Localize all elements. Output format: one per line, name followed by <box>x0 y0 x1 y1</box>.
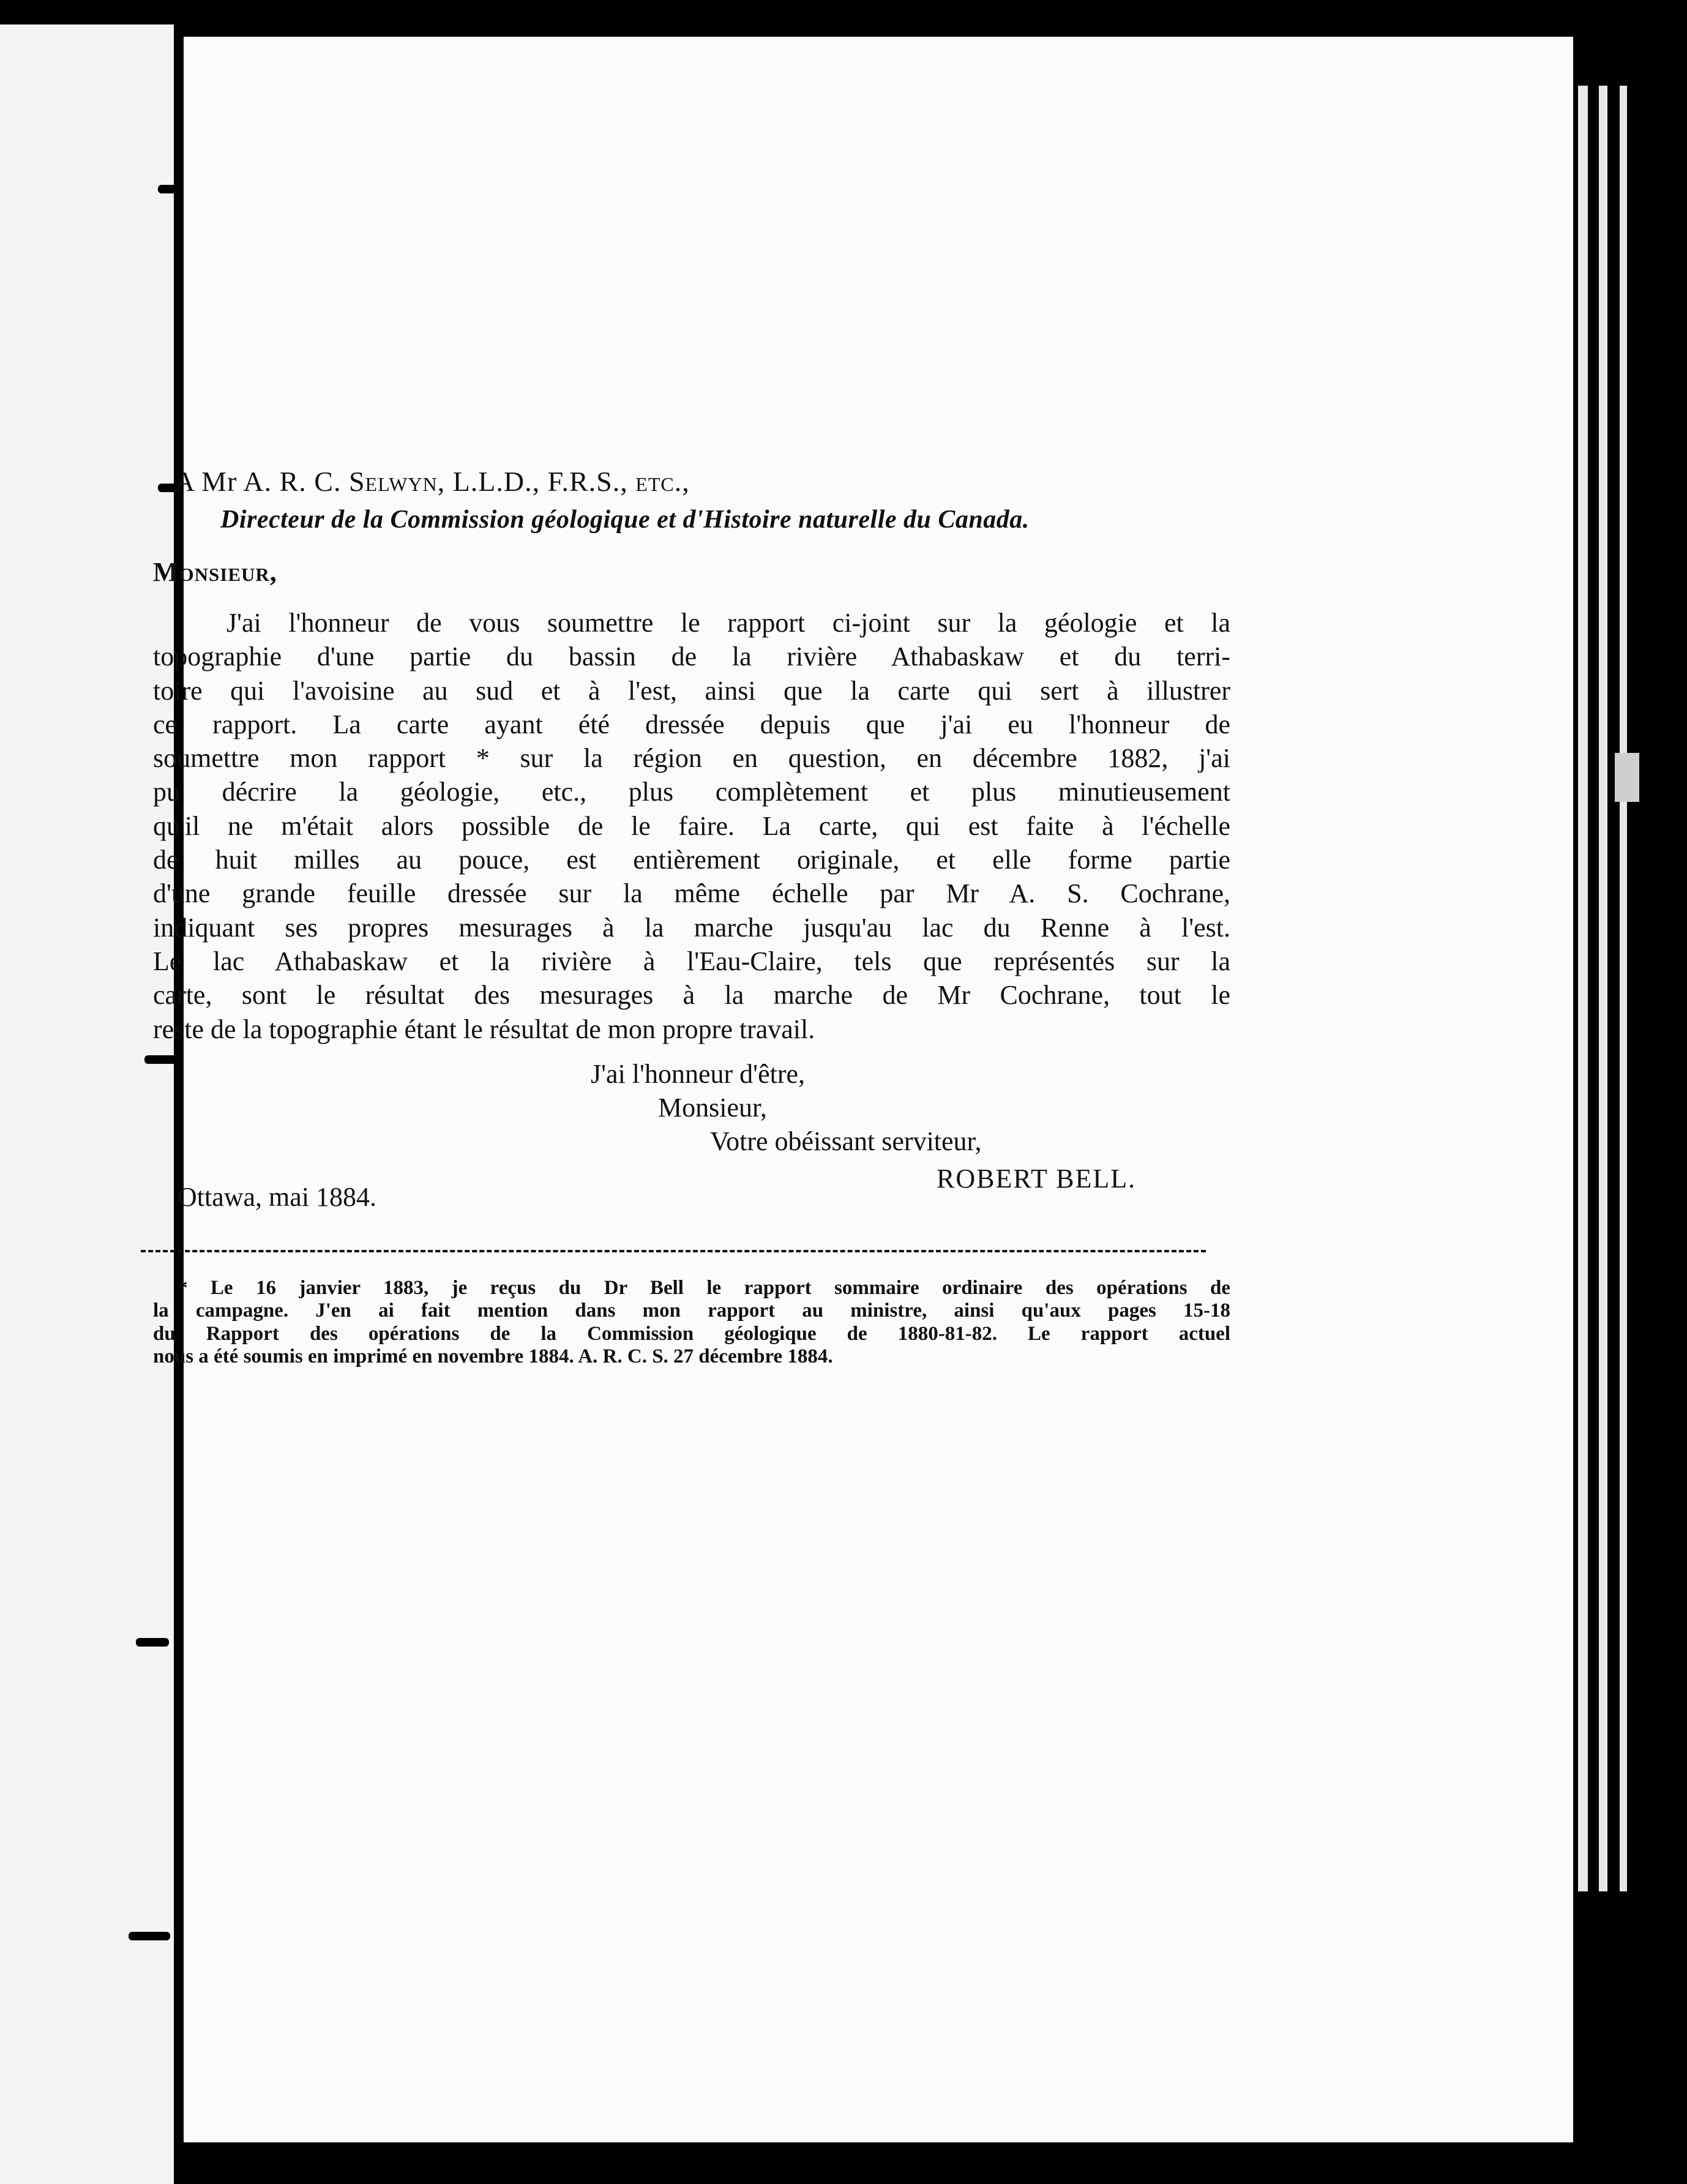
body-line: Le lac Athabaskaw et la rivière à l'Eau-Claire, tels que représentés sur la <box>153 946 1230 976</box>
body-line: J'ai l'honneur de vous soumettre le rapport ci-joint sur la géologie et la <box>226 608 1230 638</box>
footnote-line: * Le 16 janvier 1883, je reçus du Dr Bell le rapport sommaire ordinaire des opérations de <box>178 1276 1230 1299</box>
body-line: carte, sont le résultat des mesurages à la marche de Mr Cochrane, tout le <box>153 980 1230 1011</box>
page-stack-edge <box>1567 24 1687 2184</box>
body-line: topographie d'une partie du bassin de la rivière Athabaskaw et du terri- <box>153 641 1230 672</box>
addressee-name: Selwyn <box>348 466 438 497</box>
closing-line: J'ai l'honneur d'être, <box>591 1058 806 1089</box>
closing-line: Votre obéissant serviteur, <box>710 1126 982 1156</box>
footnote-divider <box>141 1250 1206 1252</box>
stack-sheet <box>1578 86 1588 1891</box>
place-date: Ottawa, mai 1884. <box>178 1181 377 1212</box>
letter <box>153 465 1230 1369</box>
stack-sheet <box>1620 86 1627 1891</box>
body-line: ce rapport. La carte ayant été dressée depuis que j'ai eu l'honneur de <box>153 709 1230 739</box>
footnote-line: du Rapport des opérations de la Commission géologique de 1880-81-82. Le rapport actuel <box>153 1322 1230 1345</box>
signature: ROBERT BELL. <box>937 1163 1137 1194</box>
body-line: indiquant ses propres mesurages à la marche jusqu'au lac du Renne à l'est. <box>153 912 1230 943</box>
body-line: toire qui l'avoisine au sud et à l'est, ainsi que la carte qui sert à illustrer <box>153 675 1230 706</box>
addressee <box>174 465 1230 498</box>
addressee-prefix: A Mr A. R. C. <box>174 466 349 497</box>
body-line: d'une grande feuille dressée sur la même échelle par Mr A. S. Cochrane, <box>153 878 1230 909</box>
letter-body <box>153 606 1230 1046</box>
place-and-signature <box>153 1163 1230 1212</box>
body-line: reste de la topographie étant le résultat de mon propre travail. <box>153 1014 815 1044</box>
salutation: Monsieur, <box>153 557 277 587</box>
page-tab <box>1615 753 1639 802</box>
body-line: qu'il ne m'était alors possible de le faire. La carte, qui est faite à l'échelle <box>153 810 1230 841</box>
body-line: pu décrire la géologie, etc., plus complètement et plus minutieusement <box>153 777 1230 807</box>
closing-line: Monsieur, <box>658 1092 767 1123</box>
previous-page-edge <box>0 24 178 2184</box>
stack-sheet <box>1599 86 1607 1891</box>
binding-stitch <box>136 1638 169 1647</box>
body-line: de huit milles au pouce, est entièrement originale, et elle forme partie <box>153 845 1230 875</box>
footnote-line: la campagne. J'en ai fait mention dans mon rapport au ministre, ainsi qu'aux pages 15-18 <box>153 1300 1230 1322</box>
addressee-credentials: , L.L.D., F.R.S., etc., <box>437 466 690 497</box>
footnote-line: nous a été soumis en imprimé en novembre 1884. A. R. C. S. 27 décembre 1884. <box>153 1345 833 1368</box>
body-line: soumettre mon rapport * sur la région en question, en décembre 1882, j'ai <box>153 743 1230 774</box>
footnote <box>153 1277 1230 1369</box>
addressee-title: Directeur de la Commission géologique et d'Histoire naturelle du Canada. <box>220 506 1030 534</box>
binding-stitch <box>129 1932 170 1940</box>
closing <box>153 1057 1230 1158</box>
